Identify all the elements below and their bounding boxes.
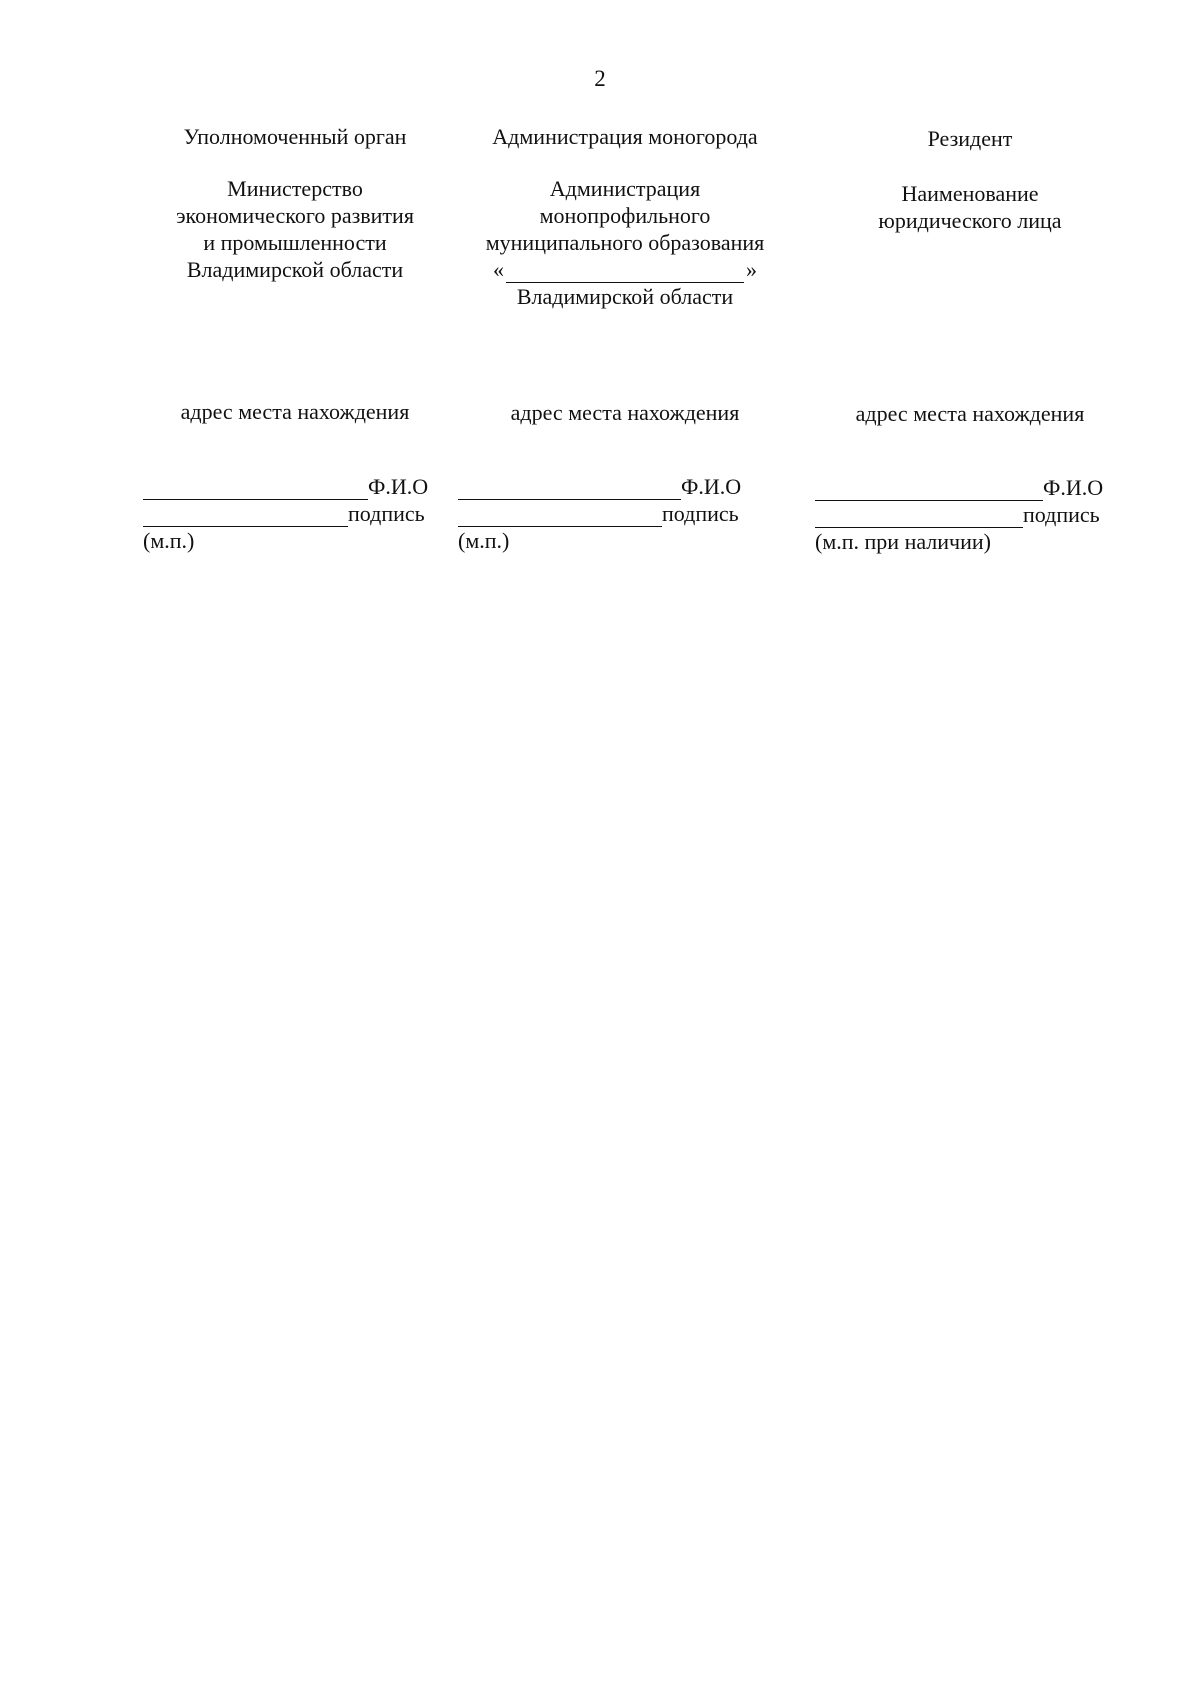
page-number: 2 — [594, 66, 606, 91]
organization-name-line: Владимирской области — [186, 257, 404, 282]
column-heading: Уполномоченный орган — [183, 124, 407, 149]
signature-blank — [815, 505, 1023, 528]
signature-blank — [458, 504, 662, 527]
fio-label: Ф.И.О — [681, 474, 742, 499]
signature-block-authorized-body — [143, 473, 428, 554]
organization-name-line: Владимирской области — [516, 284, 734, 309]
fio-label: Ф.И.О — [1043, 475, 1104, 500]
fio-blank — [815, 478, 1043, 501]
fio-blank — [458, 477, 681, 500]
organization-name-line: Наименование — [901, 181, 1039, 206]
column-heading: Резидент — [927, 126, 1013, 151]
address-label: адрес места нахождения — [855, 401, 1085, 426]
opening-quote: « — [493, 257, 504, 282]
organization-name-line: Министерство — [227, 176, 363, 201]
organization-name-line: экономического развития — [176, 203, 414, 228]
organization-name-line: и промышленности — [203, 230, 387, 255]
address-label: адрес места нахождения — [180, 399, 410, 424]
organization-name-line: юридического лица — [878, 208, 1062, 233]
stamp-label: (м.п.) — [143, 528, 195, 553]
fio-line — [815, 474, 1103, 501]
signature-line — [815, 501, 1103, 528]
signature-line — [458, 500, 741, 527]
fio-blank — [143, 477, 368, 500]
fio-line — [143, 473, 428, 500]
stamp-label: (м.п.) — [458, 528, 510, 553]
signature-label: подпись — [1023, 502, 1100, 527]
organization-name — [130, 175, 460, 283]
stamp-label: (м.п. при наличии) — [815, 529, 991, 554]
column-heading: Администрация моногорода — [492, 124, 758, 149]
municipality-name-blank — [506, 262, 744, 283]
organization-name — [800, 180, 1140, 234]
closing-quote: » — [746, 257, 757, 282]
fio-line — [458, 473, 741, 500]
organization-name-line: монопрофильного — [539, 203, 711, 228]
signature-block-monotown-administration — [458, 473, 741, 554]
organization-name-line: Администрация — [549, 176, 701, 201]
fio-label: Ф.И.О — [368, 474, 429, 499]
organization-name-line: муниципального образования — [485, 230, 765, 255]
signature-label: подпись — [348, 501, 425, 526]
signature-label: подпись — [662, 501, 739, 526]
organization-name — [450, 175, 800, 310]
signature-blank — [143, 504, 348, 527]
signature-line — [143, 500, 428, 527]
signature-block-resident — [815, 474, 1103, 555]
address-label: адрес места нахождения — [510, 400, 740, 425]
municipality-name-blank-line — [493, 256, 757, 283]
